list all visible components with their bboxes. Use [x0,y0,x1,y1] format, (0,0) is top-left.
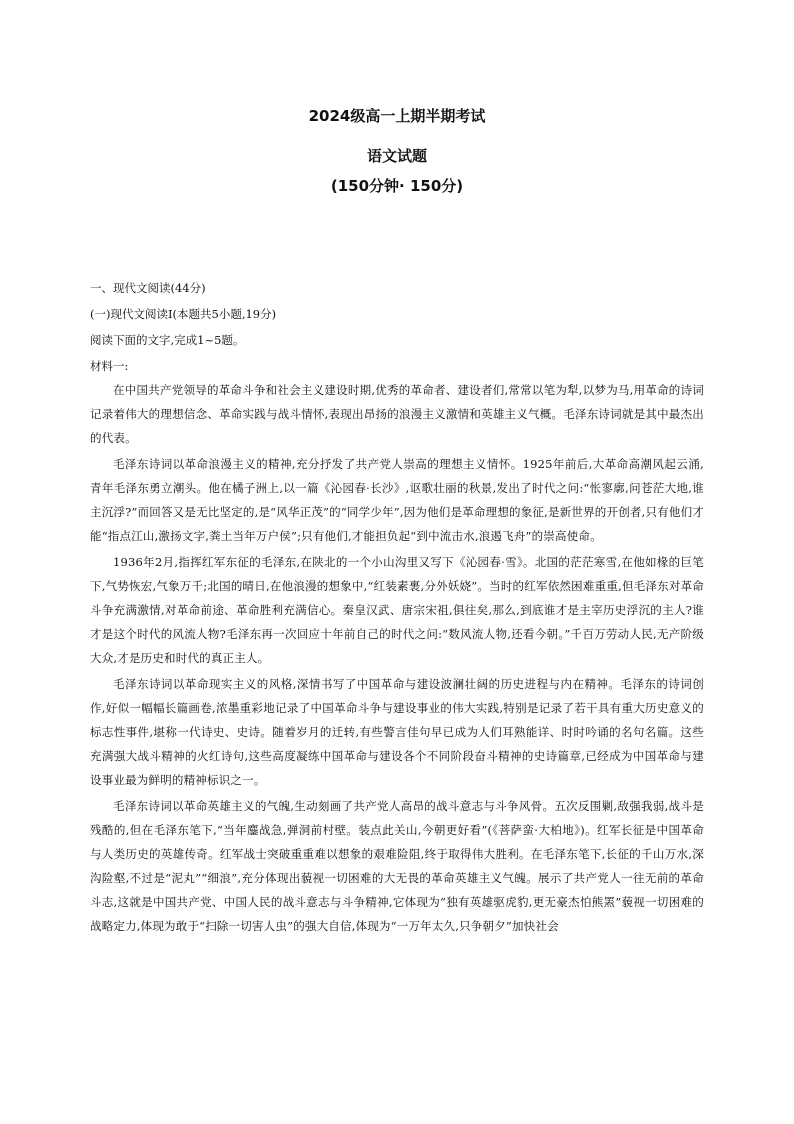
exam-subject: 语文试题 [366,147,427,165]
section-heading: 一、现代文阅读(44分) [90,281,206,295]
body-paragraph-4: 毛泽东诗词以革命现实主义的风格,深情书写了中国革命与建设波澜壮阔的历史进程与内在精神。毛泽东的诗词创作,好似一幅幅长篇画卷,浓墨重彩地记录了中国革命斗争与建设事业的伟大实践,特别是记录了若干具有重大历史意义的标志性事件,堪称一代诗史、史诗。随着岁月的迁转,有些警言佳句早已成为人们耳熟能详、时时吟诵的名句名篇。这些充满强大战斗精神的火红诗句,这些高度凝练中国革命与建设各个不同阶段奋斗精神的史诗篇章,已经成为中国革命与建设事业最为鲜明的精神标识之一。 [90,677,704,787]
body-paragraph-2: 毛泽东诗词以革命浪漫主义的精神,充分抒发了共产党人崇高的理想主义情怀。1925年前后,大革命高潮风起云涌,青年毛泽东勇立潮头。他在橘子洲上,以一篇《沁园春·长沙》,讴歌壮丽的秋景,发出了时代之问:“怅寥廓,问苍茫大地,谁主沉浮?”而回答又是无比坚定的,是“风华正茂”的“同学少年”,因为他们是革命理想的象征,是新世界的开创者,只有他们才能“指点江山,激扬文字,粪土当年万户侯”;只有他们,才能担负起“到中流击水,浪遏飞舟”的崇高使命。 [90,457,704,543]
exam-duration: (150分钟· 150分) [330,177,464,195]
subsection-heading: (一)现代文阅读Ⅰ(本题共5小题,19分) [90,307,277,321]
body-paragraph-5: 毛泽东诗词以革命英雄主义的气魄,生动刻画了共产党人高昂的战斗意志与斗争风骨。五次反围剿,敌强我弱,战斗是残酷的,但在毛泽东笔下,“当年鏖战急,弹洞前村壁。装点此关山,今朝更好看”(《菩萨蛮·大柏地》)。红军长征是中国革命与人类历史的英雄传奇。红军战士突破重重难以想象的艰难险阻,终于取得伟大胜利。在毛泽东笔下,长征的千山万水,深沟险壑,不过是“泥丸”“细浪”,充分体现出藐视一切困难的大无畏的革命英雄主义气魄。展示了共产党人一往无前的革命斗志,这就是中国共产党、中国人民的战斗意志与斗争精神,它体现为“独有英雄驱虎豹,更无豪杰怕熊罴”藐视一切困难的战略定力,体现为敢于“扫除一切害人虫”的强大自信,体现为“一万年太久,只争朝夕”加快社会 [90,799,704,933]
reading-instruction: 阅读下面的文字,完成1~5题。 [90,333,245,347]
material-label: 材料一: [90,359,129,373]
body-paragraph-3: 1936年2月,指挥红军东征的毛泽东,在陕北的一个小山沟里又写下《沁园春·雪》。北国的茫茫寒雪,在他如椽的巨笔下,气势恢宏,气象万千;北国的晴日,在他浪漫的想象中,“红装素裹,分外妖娆”。当时的红军依然困难重重,但毛泽东对革命斗争充满激情,对革命前途、革命胜利充满信心。秦皇汉武、唐宗宋祖,俱往矣,那么,到底谁才是主宰历史浮沉的主人?谁才是这个时代的风流人物?毛泽东再一次回应十年前自己的时代之问:“数风流人物,还看今朝。”千百万劳动人民,无产阶级大众,才是历史和时代的真正主人。 [90,555,704,665]
exam-title: 2024级高一上期半期考试 [308,107,486,125]
body-paragraph-1: 在中国共产党领导的革命斗争和社会主义建设时期,优秀的革命者、建设者们,常常以笔为犁,以梦为马,用革命的诗词记录着伟大的理想信念、革命实践与战斗情怀,表现出昂扬的浪漫主义激情和英雄主义气概。毛泽东诗词就是其中最杰出的代表。 [90,383,704,445]
